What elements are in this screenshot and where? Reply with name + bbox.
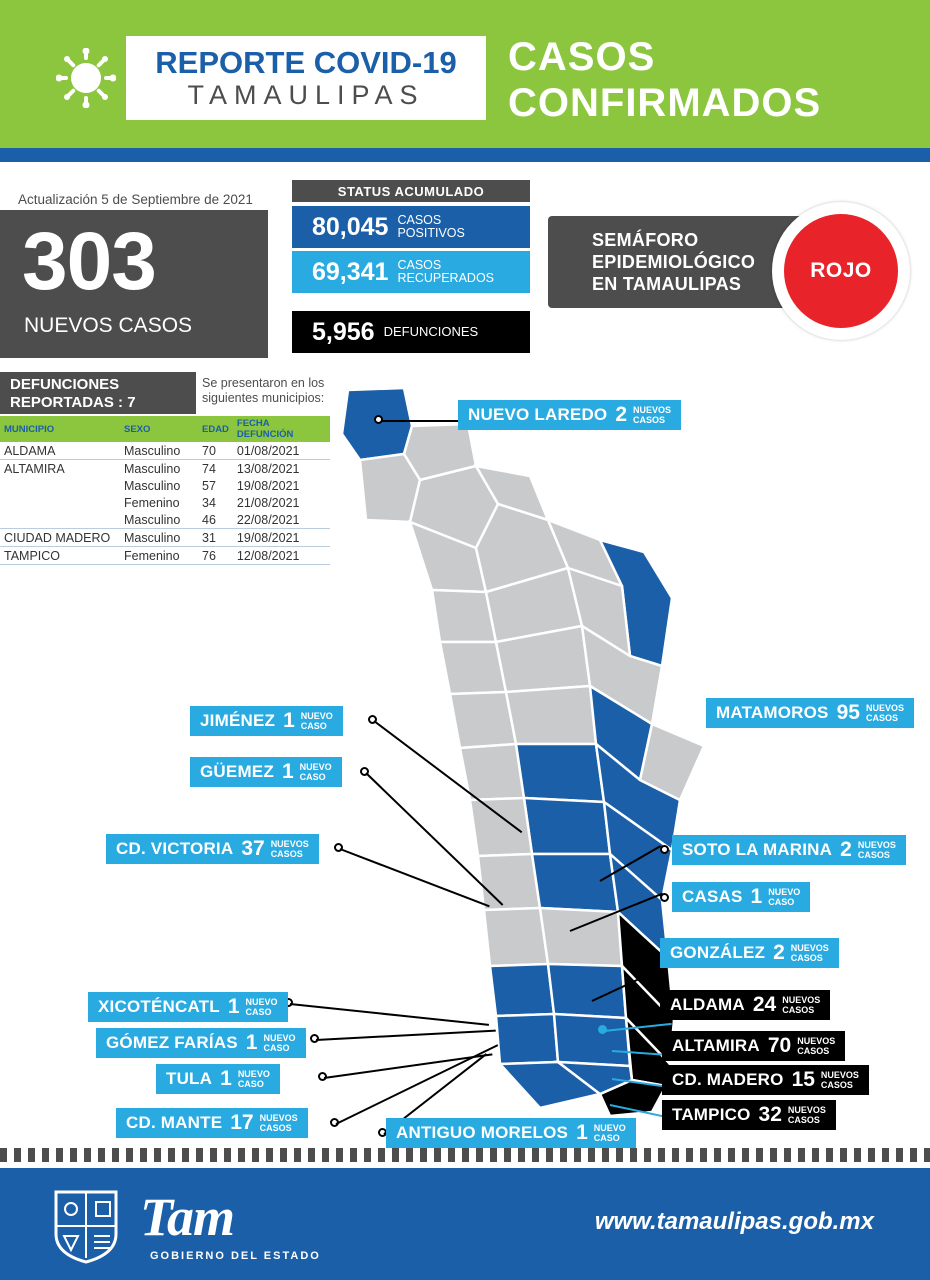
dot-aldama (598, 1025, 607, 1034)
callout-cd-mante[interactable] (116, 1108, 308, 1138)
table-row (0, 547, 330, 565)
map-region-grey-17 (470, 798, 532, 856)
callout-sub (246, 997, 278, 1017)
map-region-cd-mante (554, 1014, 630, 1066)
callout-tampico[interactable] (662, 1100, 836, 1130)
map-region-grey-18 (478, 854, 540, 910)
callout-sub-l2: CASO (245, 1007, 272, 1017)
new-cases-box (0, 210, 268, 358)
callout-sub (238, 1069, 270, 1089)
cell-municipio: ALTAMIRA (4, 461, 65, 476)
cell-sexo: Masculino (120, 442, 198, 460)
footer-bar (0, 1168, 930, 1280)
callout-sub-l2: CASO (768, 897, 795, 907)
headline-line1: CASOS (508, 35, 656, 79)
headline (508, 34, 908, 126)
defunciones-note-line1: Se presentaron en los (202, 376, 325, 390)
callout-sub (788, 1105, 826, 1125)
callout-number: 1 (281, 760, 294, 783)
cell-fecha: 21/08/2021 (236, 495, 300, 510)
cell-sexo: Femenino (124, 495, 180, 510)
map-region-grey-2 (360, 454, 420, 522)
stat-recuperados-caption-l2: RECUPERADOS (397, 271, 495, 285)
cell-sexo: Masculino (124, 461, 181, 476)
semaforo-line1: SEMÁFORO (592, 230, 699, 250)
cell-fecha: 01/08/2021 (233, 442, 330, 460)
callout-tula[interactable] (156, 1064, 280, 1094)
stat-positivos (292, 206, 530, 248)
callout-sub-l2: CASOS (270, 849, 303, 859)
callout-sub (301, 711, 333, 731)
callout-cd-madero[interactable] (662, 1065, 869, 1095)
cell-municipio (0, 477, 120, 494)
report-title-line2: TAMAULIPAS (187, 80, 425, 110)
callout-name: GÓMEZ FARÍAS (106, 1033, 238, 1052)
header-banner (0, 0, 930, 148)
callout-name: XICOTÉNCATL (98, 997, 220, 1016)
report-title-box (126, 36, 486, 120)
cell-edad: 76 (198, 547, 233, 565)
callout-sub (300, 762, 332, 782)
callout-sub-l1: NUEVOS (787, 1105, 826, 1115)
callout-xicotencatl[interactable] (88, 992, 288, 1022)
table-row (0, 511, 330, 529)
callout-number: 1 (227, 995, 240, 1018)
callout-sub (271, 839, 309, 859)
callout-name: CASAS (682, 887, 743, 906)
semaforo-text (592, 229, 755, 295)
update-date: Actualización 5 de Septiembre de 2021 (18, 192, 253, 207)
callout-sub-l1: NUEVOS (633, 405, 672, 415)
callout-number: 15 (791, 1068, 815, 1091)
callout-name: JIMÉNEZ (200, 711, 276, 730)
callout-name: GONZÁLEZ (670, 943, 766, 962)
cell-municipio (0, 511, 120, 529)
leader-nuevo-laredo (378, 420, 460, 422)
callout-name: CD. MANTE (126, 1113, 223, 1132)
callout-name: SOTO LA MARINA (682, 840, 833, 859)
callout-sub-l1: NUEVOS (797, 1036, 836, 1046)
callout-sub-l2: CASOS (857, 850, 890, 860)
callout-sub (594, 1123, 626, 1143)
map-region-grey-20 (540, 908, 622, 966)
status-header: STATUS ACUMULADO (292, 180, 530, 202)
callout-nuevo-laredo[interactable] (458, 400, 681, 430)
map-region-tula (496, 1014, 558, 1064)
callout-number: 1 (245, 1031, 258, 1054)
headline-line2: CONFIRMADOS (508, 81, 822, 125)
cell-fecha: 13/08/2021 (236, 461, 300, 476)
callout-matamoros[interactable] (706, 698, 914, 728)
col-sexo: SEXO (120, 416, 198, 442)
dot-nuevo-laredo (374, 415, 383, 424)
callout-sub (263, 1033, 295, 1053)
table-row (0, 442, 330, 460)
callout-name: CD. MADERO (672, 1070, 784, 1089)
callout-sub-l1: NUEVOS (820, 1070, 859, 1080)
cell-edad: 74 (202, 461, 216, 476)
callout-number: 2 (615, 403, 628, 426)
cell-edad: 31 (198, 529, 233, 547)
map-region-grey-19 (484, 908, 548, 966)
cell-municipio: TAMPICO (0, 547, 120, 565)
callout-sub-l2: CASO (300, 721, 327, 731)
callout-sub-l2: CASO (237, 1079, 264, 1089)
callout-sub-l2: CASOS (633, 415, 666, 425)
semaforo-status-badge: ROJO (784, 214, 898, 328)
map-region-xicotencatl (490, 964, 554, 1016)
footer-divider (0, 1148, 930, 1162)
table-row (0, 460, 330, 478)
cell-sexo: Masculino (124, 478, 181, 493)
stat-defunciones (292, 311, 530, 353)
new-cases-label: NUEVOS CASOS (24, 314, 193, 337)
col-edad: EDAD (198, 416, 233, 442)
callout-sub (866, 703, 904, 723)
cell-municipio: CIUDAD MADERO (0, 529, 120, 547)
callout-number: 2 (773, 941, 785, 964)
callout-sub-l2: CASOS (782, 1005, 815, 1015)
callout-aldama[interactable] (660, 990, 830, 1020)
stat-recuperados-value: 69,341 (312, 257, 389, 286)
cell-municipio (0, 494, 120, 511)
callout-sub-l1: NUEVO (237, 1069, 270, 1079)
callout-number: 1 (283, 709, 295, 732)
cell-fecha: 19/08/2021 (233, 529, 330, 547)
defunciones-title-line1: DEFUNCIONES (10, 376, 120, 393)
cell-edad: 34 (202, 495, 216, 510)
defunciones-table (0, 416, 330, 565)
callout-sub-l2: CASOS (787, 1115, 820, 1125)
map-region-guemez (516, 744, 604, 802)
callout-soto-la-marina[interactable] (672, 835, 906, 865)
callout-number: 1 (220, 1067, 232, 1090)
cell-fecha: 22/08/2021 (233, 511, 330, 529)
callout-sub-l1: NUEVOS (782, 995, 821, 1005)
cell-municipio: ALDAMA (0, 442, 120, 460)
callout-sub-l2: CASO (299, 772, 326, 782)
state-crest-icon (52, 1188, 120, 1264)
callout-number: 37 (241, 837, 265, 860)
callout-sub-l1: NUEVO (245, 997, 278, 1007)
callout-name: NUEVO LAREDO (468, 405, 608, 424)
callout-sub (858, 840, 896, 860)
callout-sub-l1: NUEVO (263, 1033, 296, 1043)
map-region-nuevo-laredo (342, 388, 412, 460)
callout-sub-l1: NUEVO (300, 711, 333, 721)
defunciones-note-line2: siguientes municipios: (202, 391, 325, 405)
stat-recuperados-caption-l1: CASOS (397, 257, 442, 272)
callout-sub (260, 1113, 298, 1133)
virus-icon (56, 48, 116, 108)
stat-defunciones-value: 5,956 (312, 317, 375, 346)
callout-sub-l2: CASOS (865, 713, 898, 723)
callout-antiguo-morelos[interactable] (386, 1118, 636, 1148)
callout-sub-l1: NUEVO (593, 1123, 626, 1133)
cell-sexo: Masculino (120, 511, 198, 529)
callout-sub-l2: CASO (593, 1133, 620, 1143)
callout-sub (768, 887, 800, 907)
callout-sub-l1: NUEVO (299, 762, 332, 772)
callout-sub-l1: NUEVOS (790, 943, 829, 953)
callout-sub-l1: NUEVO (768, 887, 801, 897)
callout-name: ALTAMIRA (672, 1036, 760, 1055)
stat-positivos-caption-l2: POSITIVOS (397, 226, 465, 240)
map-region-cd-victoria (524, 798, 610, 854)
table-row (0, 529, 330, 547)
callout-number: 1 (576, 1121, 588, 1144)
col-fecha: FECHA DEFUNCIÓN (233, 416, 330, 442)
table-row (0, 477, 330, 494)
callout-number: 70 (767, 1034, 792, 1057)
callout-casas[interactable] (672, 882, 810, 912)
callout-number: 2 (840, 838, 852, 861)
map-region-grey-13 (450, 692, 516, 748)
callout-name: ALDAMA (670, 995, 745, 1014)
defunciones-title (0, 372, 196, 414)
stat-recuperados-caption (397, 259, 494, 286)
callout-sub-l2: CASOS (790, 953, 823, 963)
callout-number: 24 (752, 993, 777, 1016)
cell-edad: 46 (198, 511, 233, 529)
stat-recuperados (292, 251, 530, 293)
callout-number: 17 (230, 1111, 254, 1134)
callout-sub (821, 1070, 859, 1090)
callout-altamira[interactable] (662, 1031, 845, 1061)
callout-name: GÜEMEZ (200, 762, 274, 781)
callout-name: MATAMOROS (716, 703, 829, 722)
table-row (0, 494, 330, 511)
callout-number: 95 (836, 701, 860, 724)
callout-sub (797, 1036, 835, 1056)
callout-name: TULA (166, 1069, 213, 1088)
cell-fecha: 12/08/2021 (233, 547, 330, 565)
table-header-row (0, 416, 330, 442)
callout-gonzalez[interactable] (660, 938, 839, 968)
callout-sub-l2: CASOS (797, 1046, 830, 1056)
callout-gomez-farias[interactable] (96, 1028, 306, 1058)
map-region-grey-14 (506, 686, 596, 744)
map-region-victoria-2 (532, 854, 618, 912)
callout-sub-l1: NUEVOS (865, 703, 904, 713)
callout-number: 1 (750, 885, 763, 908)
cell-fecha: 19/08/2021 (236, 478, 300, 493)
callout-name: CD. VICTORIA (116, 839, 234, 858)
cell-sexo: Masculino (120, 529, 198, 547)
callout-sub-l2: CASOS (259, 1123, 292, 1133)
callout-sub-l1: NUEVOS (259, 1113, 298, 1123)
cell-edad: 57 (202, 478, 216, 493)
stat-positivos-caption-l1: CASOS (397, 212, 442, 227)
cell-edad: 70 (198, 442, 233, 460)
website-url[interactable]: www.tamaulipas.gob.mx (594, 1208, 874, 1235)
semaforo-line3: EN TAMAULIPAS (592, 274, 742, 294)
col-municipio: MUNICIPIO (0, 416, 120, 442)
callout-guemez[interactable] (190, 757, 342, 787)
stat-positivos-value: 80,045 (312, 212, 389, 241)
cell-sexo: Femenino (120, 547, 198, 565)
callout-sub-l2: CASOS (820, 1080, 853, 1090)
callout-sub-l2: CASO (263, 1043, 290, 1053)
callout-sub (782, 995, 820, 1015)
callout-sub (633, 405, 671, 425)
callout-cd-victoria[interactable] (106, 834, 319, 864)
callout-name: ANTIGUO MORELOS (396, 1123, 569, 1142)
new-cases-number: 303 (22, 216, 156, 307)
semaforo-line2: EPIDEMIOLÓGICO (592, 252, 756, 272)
callout-name: TAMPICO (672, 1105, 751, 1124)
callout-sub (791, 943, 829, 963)
map-region-grey-11 (440, 642, 506, 694)
stat-defunciones-caption: DEFUNCIONES (383, 324, 479, 340)
report-title-line1: REPORTE COVID-19 (155, 45, 457, 80)
header-stripe (0, 148, 930, 162)
callout-jimenez[interactable] (190, 706, 343, 736)
stat-positivos-caption (397, 214, 464, 241)
defunciones-title-line2: REPORTADAS : 7 (10, 394, 136, 411)
callout-number: 32 (758, 1103, 782, 1126)
callout-sub-l1: NUEVOS (270, 839, 309, 849)
callout-sub-l1: NUEVOS (857, 840, 896, 850)
tam-logo: Tam (140, 1187, 235, 1247)
tam-logo-subtitle: GOBIERNO DEL ESTADO (150, 1250, 321, 1262)
